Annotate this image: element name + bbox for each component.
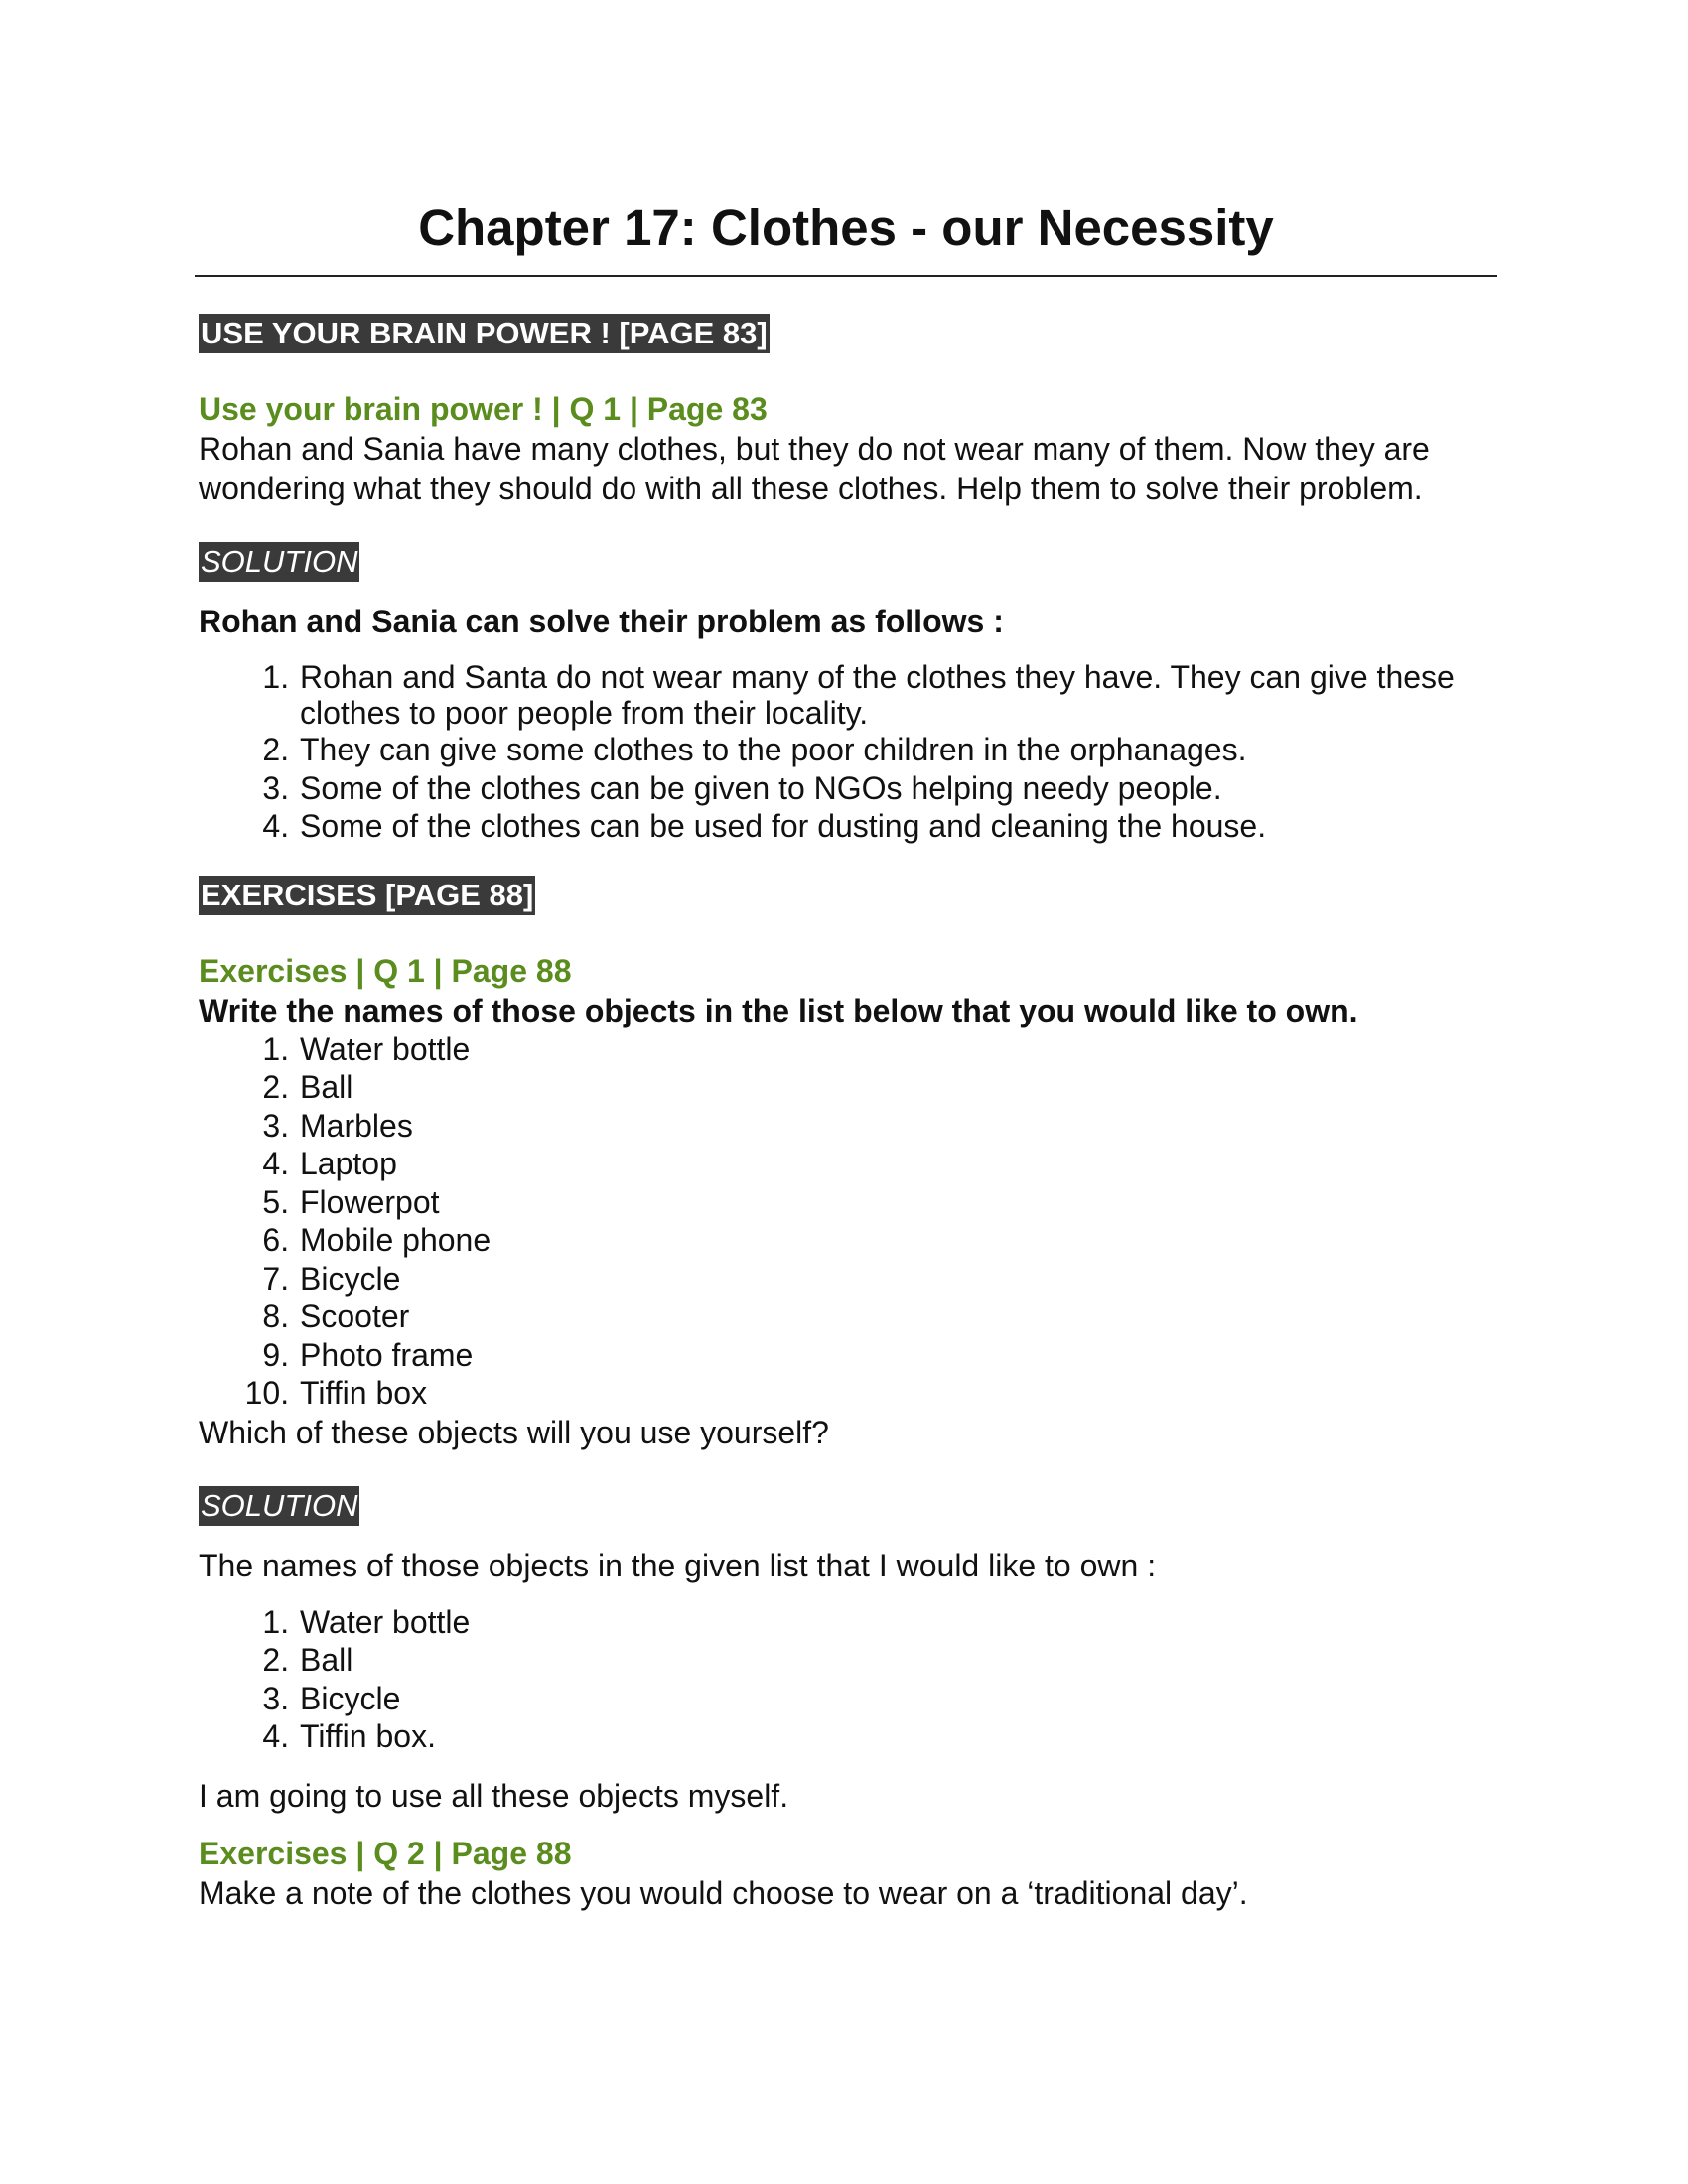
list-item: 3. Some of the clothes can be given to NGOs helping needy people. <box>298 769 1499 808</box>
list-item: 1. Water bottle <box>298 1603 1499 1642</box>
title-divider <box>195 275 1497 277</box>
solution-intro: The names of those objects in the given list that I would like to own : <box>199 1547 1157 1583</box>
solution-intro: Rohan and Sania can solve their problem as follows : <box>199 604 1004 639</box>
list-item: 3. Marbles <box>298 1107 1499 1146</box>
solution-outro: I am going to use all these objects myself. <box>199 1777 789 1814</box>
list-item: 3. Bicycle <box>298 1680 1499 1718</box>
question-heading: Exercises | Q 1 | Page 88 <box>199 952 572 989</box>
list-item: 9. Photo frame <box>298 1336 1499 1375</box>
question-heading: Exercises | Q 2 | Page 88 <box>199 1835 572 1871</box>
list-item: 7. Bicycle <box>298 1260 1499 1298</box>
list-item: 2. Ball <box>298 1641 1499 1680</box>
list-item: 2. Ball <box>298 1068 1499 1107</box>
content <box>199 314 1499 1913</box>
solution-list <box>199 659 1499 846</box>
list-item: 4. Some of the clothes can be used for dusting and cleaning the house. <box>298 807 1499 846</box>
question-prompt: Make a note of the clothes you would choose to wear on a ‘traditional day’. <box>199 1874 1248 1911</box>
solution-label: SOLUTION <box>199 542 359 582</box>
question-heading: Use your brain power ! | Q 1 | Page 83 <box>199 391 768 427</box>
list-item: 2. They can give some clothes to the poor children in the orphanages. <box>298 731 1499 769</box>
list-item: 4. Tiffin box. <box>298 1717 1499 1756</box>
list-item: 6. Mobile phone <box>298 1221 1499 1260</box>
section-header-exercises: EXERCISES [PAGE 88] <box>199 876 535 915</box>
list-item: 1. Water bottle <box>298 1030 1499 1069</box>
question-text: Rohan and Sania have many clothes, but they do not wear many of them. Now they are wondering what they should do with all these clothes. Help them to solve their problem. <box>199 431 1430 506</box>
page-title: Chapter 17: Clothes - our Necessity <box>418 200 1274 256</box>
brain-power-section <box>199 314 1499 846</box>
exercises-section <box>199 876 1499 1913</box>
section-header-brain-power: USE YOUR BRAIN POWER ! [PAGE 83] <box>199 314 770 353</box>
list-item: 4. Laptop <box>298 1145 1499 1183</box>
list-item: 1. Rohan and Santa do not wear many of the clothes they have. They can give these clothes to poor people from their locality. <box>298 659 1499 731</box>
question-followup: Which of these objects will you use yourself? <box>199 1414 829 1450</box>
question-prompt: Write the names of those objects in the list below that you would like to own. <box>199 992 1358 1028</box>
list-item: 8. Scooter <box>298 1297 1499 1336</box>
list-item: 5. Flowerpot <box>298 1183 1499 1222</box>
solution-list <box>199 1603 1499 1756</box>
list-item: 10. Tiffin box <box>298 1374 1499 1413</box>
solution-label: SOLUTION <box>199 1486 359 1526</box>
objects-list <box>199 1030 1499 1413</box>
